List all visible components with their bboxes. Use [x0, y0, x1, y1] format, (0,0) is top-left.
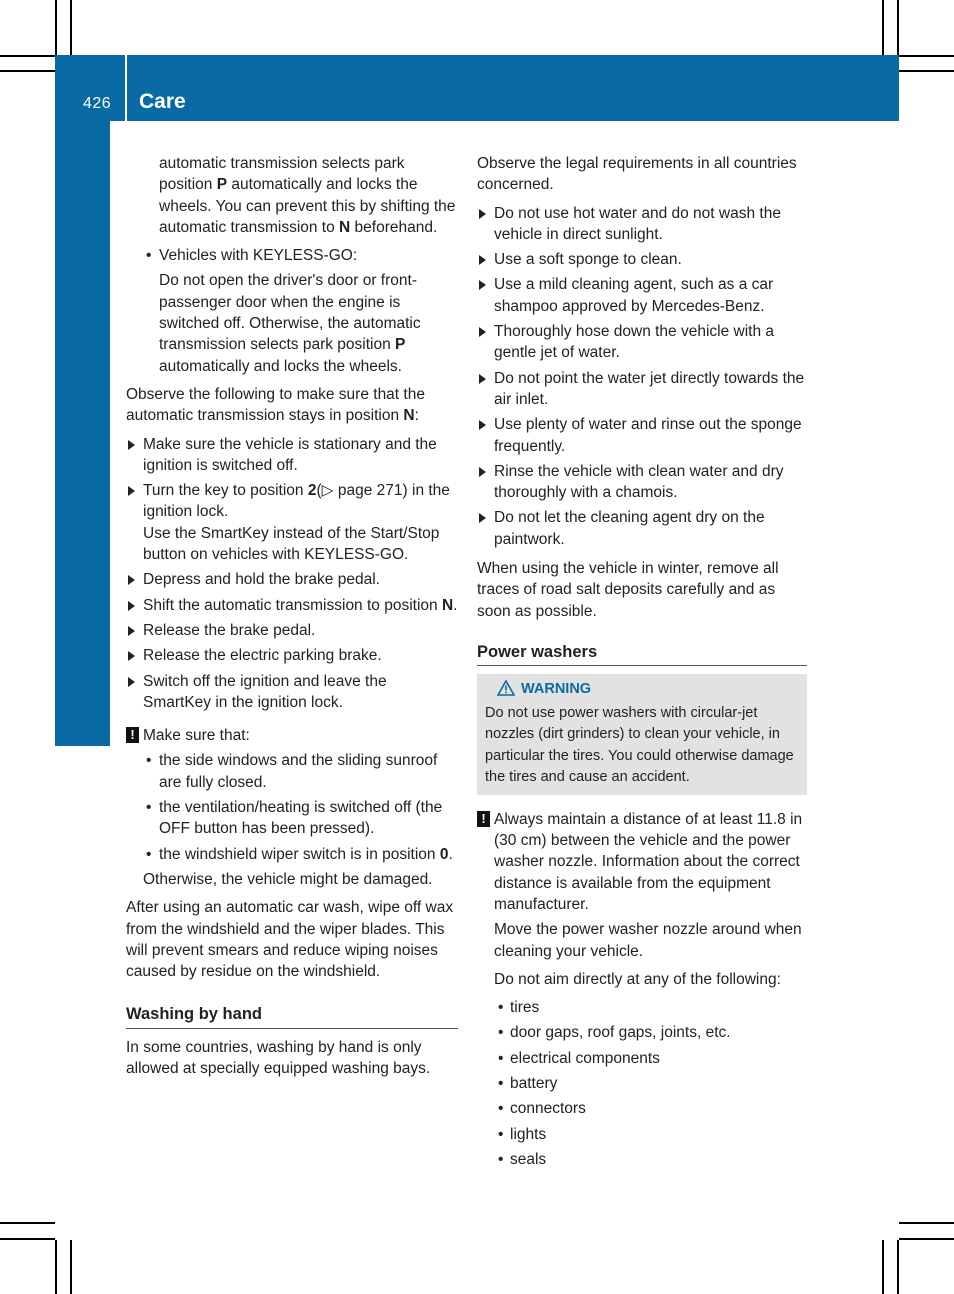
crop-mark: [55, 0, 57, 55]
action-step: Do not point the water jet directly towards the air inlet.: [477, 368, 807, 411]
warning-box: [477, 674, 807, 795]
crop-mark: [897, 1240, 899, 1294]
note: ! Always maintain a distance of at least 11.8 in (30 cm) between the vehicle and the power washer nozzle. Information about the correct distance is available from the equipment manufacturer.: [477, 809, 807, 915]
arrow-icon: [128, 651, 135, 661]
page-number: 426: [83, 95, 112, 112]
list-item: • the side windows and the sliding sunroof are fully closed.: [146, 752, 438, 791]
list-item: • the ventilation/heating is switched off (the OFF button has been pressed).: [146, 799, 443, 838]
exclamation-icon: !: [477, 811, 490, 827]
crop-mark: [0, 1238, 55, 1240]
action-step: Use a soft sponge to clean.: [477, 249, 807, 270]
arrow-icon: [128, 626, 135, 636]
paragraph: In some countries, washing by hand is only allowed at specially equipped washing bays.: [126, 1038, 431, 1077]
crop-mark: [899, 1222, 954, 1224]
paragraph: When using the vehicle in winter, remove all traces of road salt deposits carefully and as soon as possible.: [477, 560, 779, 620]
arrow-icon: [479, 209, 486, 219]
crop-mark: [899, 55, 954, 57]
arrow-icon: [128, 486, 135, 496]
action-step: Release the electric parking brake.: [126, 645, 458, 666]
crop-mark: [55, 1240, 57, 1294]
list-item: • tires: [498, 999, 540, 1017]
arrow-icon: [479, 513, 486, 523]
action-step: Thoroughly hose down the vehicle with a gentle jet of water.: [477, 321, 807, 364]
crop-mark: [0, 70, 55, 72]
paragraph: Do not aim directly at any of the following:: [494, 970, 781, 988]
crop-mark: [899, 70, 954, 72]
header-divider: [125, 55, 127, 121]
action-step: Make sure the vehicle is stationary and the ignition is switched off.: [126, 434, 458, 477]
arrow-icon: [128, 601, 135, 611]
arrow-icon: [479, 467, 486, 477]
arrow-icon: [479, 327, 486, 337]
exclamation-icon: !: [126, 727, 139, 743]
action-step: Switch off the ignition and leave the SmartKey in the ignition lock.: [126, 671, 458, 714]
paragraph: Do not open the driver's door or front-passenger door when the engine is switched off. Otherwise, the automatic transmission selects park position P automatically and locks the wheels.: [159, 272, 421, 375]
crop-mark: [0, 1222, 55, 1224]
list-item: • seals: [498, 1150, 547, 1168]
heading-washing-by-hand: Washing by hand: [126, 1004, 458, 1028]
crop-mark: [899, 1238, 954, 1240]
paragraph: Otherwise, the vehicle might be damaged.: [143, 870, 433, 888]
arrow-icon: [128, 440, 135, 450]
arrow-icon: [479, 280, 486, 290]
right-column: [477, 153, 807, 1174]
list-item: • the windshield wiper switch is in position 0.: [146, 845, 453, 863]
heading-power-washers: Power washers: [477, 642, 807, 666]
list-item: • connectors: [498, 1100, 586, 1118]
paragraph: Move the power washer nozzle around when cleaning your vehicle.: [494, 921, 802, 960]
list-item: • lights: [498, 1125, 547, 1143]
section-title: Care: [139, 90, 186, 113]
left-column: [126, 153, 458, 1086]
action-step: Shift the automatic transmission to position N.: [126, 595, 458, 616]
chapter-label: Maintenance and care: [69, 449, 96, 691]
crop-mark: [70, 0, 72, 55]
paragraph: Observe the legal requirements in all countries concerned.: [477, 155, 797, 194]
arrow-icon: [479, 420, 486, 430]
crop-mark: [70, 1240, 72, 1294]
list-item: • Vehicles with KEYLESS-GO:: [146, 247, 358, 265]
arrow-icon: [479, 255, 486, 265]
arrow-icon: [128, 575, 135, 585]
action-step: Turn the key to position 2(▷ page 271) in the ignition lock. Use the SmartKey instead of the Start/Stop button on vehicles with KEYLESS-GO.: [126, 480, 458, 565]
action-step: Rinse the vehicle with clean water and dry thoroughly with a chamois.: [477, 461, 807, 504]
action-step: Depress and hold the brake pedal.: [126, 569, 458, 590]
arrow-icon: [479, 374, 486, 384]
warning-title: WARNING: [485, 679, 799, 701]
crop-mark: [882, 1240, 884, 1294]
arrow-icon: [128, 677, 135, 687]
paragraph: After using an automatic car wash, wipe off wax from the windshield and the wiper blades. This will prevent smears and reduce wiping noises caused by residue on the windshield.: [126, 899, 454, 981]
action-step: Release the brake pedal.: [126, 620, 458, 641]
crop-mark: [0, 55, 55, 57]
action-step: Do not use hot water and do not wash the vehicle in direct sunlight.: [477, 203, 807, 246]
paragraph: automatic transmission selects park position P automatically and locks the wheels. You can prevent this by shifting the automatic transmission to N beforehand.: [159, 155, 456, 236]
warning-text: Do not use power washers with circular-jet nozzles (dirt grinders) to clean your vehicle, in particular the tires. You could otherwise damage the tires and cause an accident.: [485, 704, 794, 786]
list-item: • electrical components: [498, 1049, 660, 1067]
warning-triangle-icon: [497, 680, 515, 696]
list-item: • battery: [498, 1075, 558, 1092]
action-step: Use a mild cleaning agent, such as a car shampoo approved by Mercedes-Benz.: [477, 274, 807, 317]
crop-mark: [897, 0, 899, 55]
note: ! Make sure that:: [126, 725, 458, 746]
crop-mark: [882, 0, 884, 55]
list-item: • door gaps, roof gaps, joints, etc.: [498, 1024, 731, 1042]
action-step: Use plenty of water and rinse out the sponge frequently.: [477, 414, 807, 457]
paragraph: Observe the following to make sure that the automatic transmission stays in position N:: [126, 385, 425, 425]
action-step: Do not let the cleaning agent dry on the paintwork.: [477, 507, 807, 550]
page-header: [55, 55, 899, 121]
